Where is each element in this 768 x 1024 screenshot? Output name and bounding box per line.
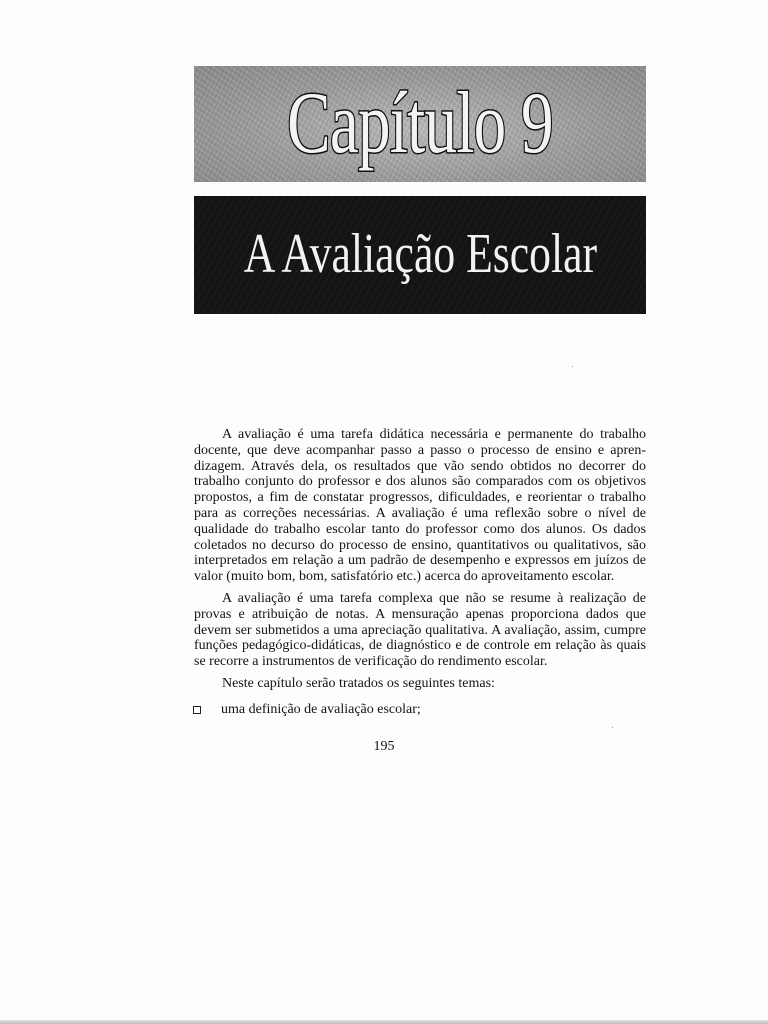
scan-bottom-edge [0, 1020, 768, 1024]
chapter-banner [194, 66, 646, 182]
list-item-text: uma definição de avaliação escolar; [221, 702, 421, 717]
chapter-title: A Avaliação Escolar [243, 223, 598, 285]
scan-speck [572, 366, 573, 367]
chapter-label: Capítulo 9 [287, 75, 553, 172]
paragraph-3: Neste capítulo serão tratados os seguintes temas: [222, 675, 495, 691]
list-item [193, 702, 653, 718]
paragraph-2: A avaliação é uma tarefa complexa que não se resume à realização de provas e atribuição de notas. A mensuração apenas proporciona dados que devem ser submetidos a uma apreciação qualitativa. A avaliação, assim, cumpre funções pedagógico-didáticas, de diagnóstico e de controle em relação às quais se recorre a instrumentos de verificação do rendimento escolar. [194, 590, 646, 670]
scan-speck [612, 727, 613, 728]
section-banner [194, 196, 646, 314]
checkbox-bullet-icon [193, 706, 201, 714]
body-text [194, 427, 646, 692]
paragraph-1: A avaliação é uma tarefa didática necessária e permanente do trabalho docente, que deve acompanhar passo a passo o processo de ensino e apren-dizagem. Através dela, os resultados que vão sendo obtidos no decorrer do trabalho conjunto do professor e dos alunos são comparados com os objetivos propostos, a fim de constatar progressos, dificuldades, e reorientar o trabalho para as correções necessárias. A avaliação é uma reflexão sobre o nível de qualidade do trabalho escolar tanto do professor como dos alunos. Os dados coletados no decurso do processo de ensino, quantitativos ou qualitativos, são interpretados em relação a um padrão de desempenho e expressos em juízos de valor (muito bom, bom, satisfatório etc.) acerca do aproveitamento escolar. [194, 427, 646, 585]
page-number: 195 [373, 739, 395, 754]
